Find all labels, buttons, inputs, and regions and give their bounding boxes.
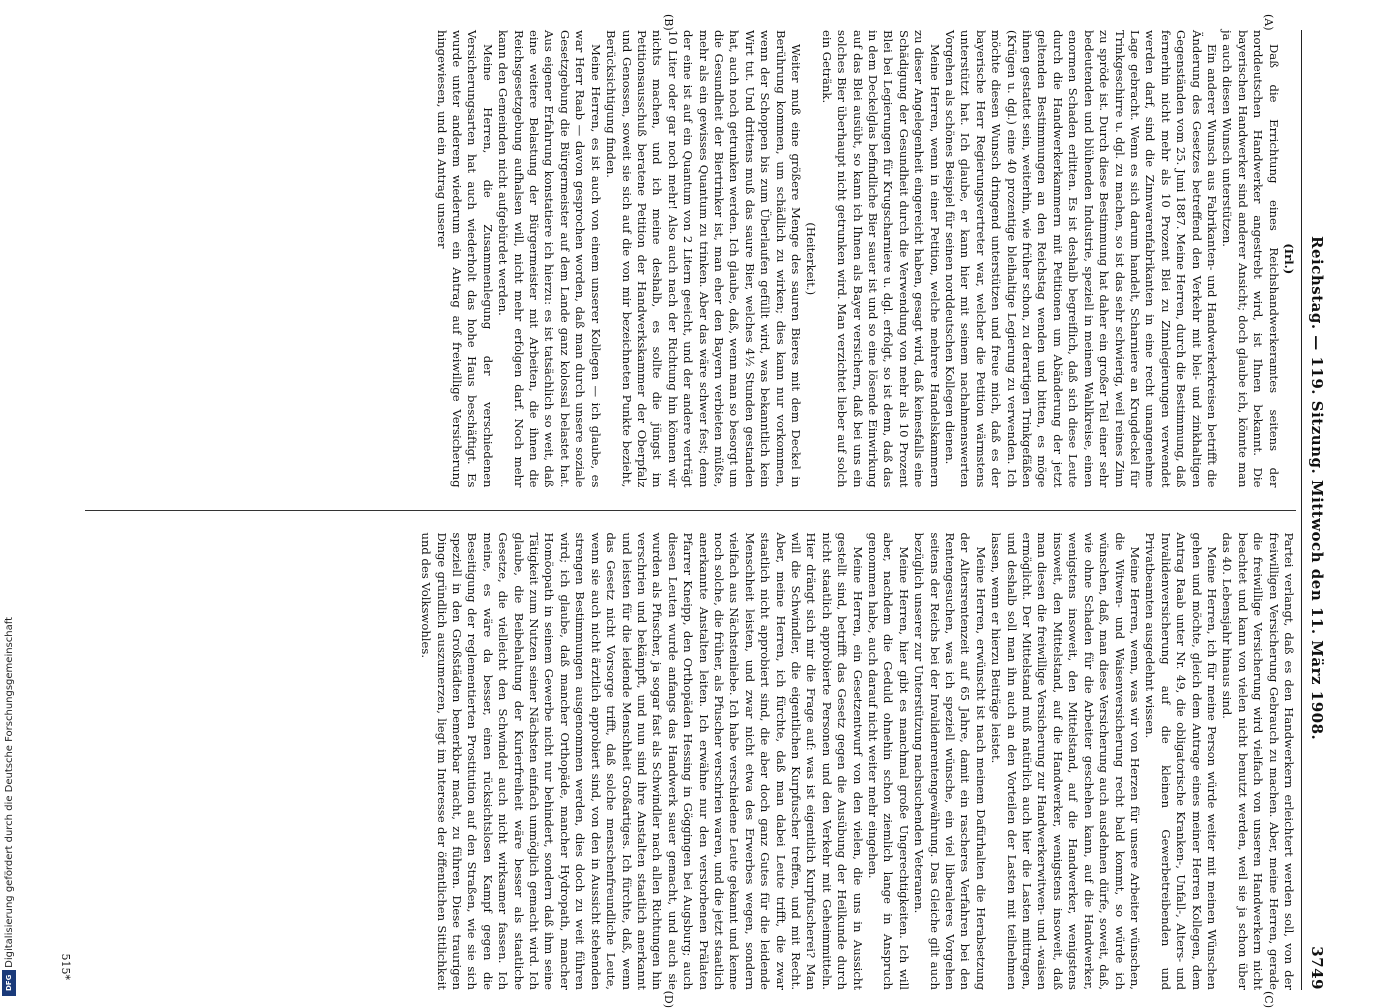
paragraph: Meine Herren, hier gibt es manchmal große Ungerechtigkeiten. Ich will aber, nachdem die Geduld ohnehin schon ziemlich lange in Anspruch genommen habe, auch darauf nicht weiter mehr eingehen.	[866, 532, 911, 990]
page-header	[1304, 30, 1330, 990]
speaker-label: (Irl.)	[1282, 243, 1296, 275]
credit-text: Digitalisierung gefördert durch die Deutsche Forschungsgemeinschaft	[3, 617, 15, 968]
paragraph: Ein anderer Wunsch aus Fabrikanten- und Handwerkerkreisen betrifft die Änderung des Gesetzes betreffend den Verkehr mit blei- und zinkhaltigen Gegenständen vom 25. Juni 1887. Meine Herren, durch die Bestimmung, daß fernerhin nicht mehr als 10 Prozent Blei zu Zinnlegierungen verwendet werden darf, sind die Zinnwarenfabrikanten in eine recht unangenehme Lage gebracht. Wenn es sich darum handelt, Scharniere an Krugdeckel für Trinkgeschirre u. dgl. zu machen, so ist das sehr schwierig, weil reines Zinn zu spröde ist. Durch diese Bestimmung hat daher ein großer Teil einer sehr bedeutenden und blühenden Industrie, speziell in meinem Wahlkreise, einen enormen Schaden erlitten. Es ist deshalb begreiflich, daß sich diese Leute durch die Handwerkerkammern mit Petitionen um Abänderung der jetzt geltenden Bestimmungen an den Reichstag wenden und bitten, es möge ihnen gestattet sein, weiterhin, wie früher schon, zu derartigen Trinkgefäßen (Krügen u. dgl.) eine 40 prozentige bleihaltige Legierung zu verwenden. Ich möchte diesen Wunsch dringend unterstützen und freue mich, daß es der bayerische Herr Regierungsvertreter war, welcher die Petition wärmstens unterstützt hat. Ich glaube, er kann hier mit seinem nachahmenswerten Vorgehen als schönes Beispiel für seinen norddeutschen Kollegen dienen.	[943, 30, 1219, 488]
margin-marker-c: (C)	[1262, 991, 1275, 1008]
digitization-credit	[0, 0, 18, 1000]
margin-marker-a: (A)	[1262, 14, 1275, 31]
page-number: 3749	[1308, 946, 1326, 990]
left-column	[85, 14, 1296, 488]
paragraph: Meine Herren, wenn, was wir von Herzen für unsere Arbeiter wünschen, die Witwen- und Waisenversicherung recht bald kommt, so würde ich wünschen, daß, man diese Versicherung auch ausdehnen dürfe, soweit, daß, wie ohne Schaden für die Arbeiter geschehen kann, auf die Handwerker, wenigstens insoweit, den Mittelstand, auf die Handwerker, wenigstens insoweit, den Mittelstand, auf die Handwerker, wenigstens insoweit, daß man diesen die freiwillige Versicherung zur Handwerkerwitwen- und -waisen ermöglicht. Der Mittelstand muß natürlich auch hier die Lasten mittragen, und deshalb soll man ihn auch an den Vorteilen der Lasten mit teilnehmen lassen, wenn er hierzu Beiträge leistet.	[989, 532, 1142, 990]
header-rule	[1301, 30, 1302, 990]
paragraph: Partei verlangt, daß es den Handwerkern erleichtert werden soll, von der freiwilligen Versicherung Gebrauch zu machen. Aber, meine Herren, gerade die freiwillige Versicherung wird vielfach von unseren Handwerkern nicht beachtet und kann von vielen nicht benutzt werden, weil sie ja schon über das 40. Lebensjahr hinaus sind.	[1220, 532, 1296, 990]
paragraph: Meine Herren, wenn in einer Petition, welche mehrere Handelskammern zu dieser Angelegenheit eingereicht haben, gesagt wird, daß keinesfalls eine Schädigung der Gesundheit durch die Verwendung von mehr als 10 Prozent Blei bei Legierungen für Krugscharniere u. dgl. erfolgt, so ist denn, daß das in dem Deckelglas befindliche Bier sauer ist und so eine lösende Einwirkung auf das Blei ausübt, so kann ich Ihnen als Bayer versichern, daß bei uns ein solches Bier überhaupt nicht getrunken wird. Man verzichtet lieber auf solch ein Getränk.	[819, 30, 942, 488]
text-columns	[85, 14, 1296, 1008]
page-title: Reichstag. — 119. Sitzung. Mittwoch den 11. März 1908.	[1308, 236, 1326, 741]
rotated-page-content	[55, 14, 1330, 1008]
paragraph: Meine Herren, es ist auch von einem unserer Kollegen — ich glaube, es war Herr Raab — davon gesprochen worden, daß man durch unsere soziale Gesetzgebung die Bürgermeister auf dem Lande ganz kolossal belastet hat. Aus eigener Erfahrung konstatiere ich hierzu: es ist tatsächlich so weit, daß eine weitere Belastung der Bürgermeister mit Arbeiten, die ihnen die Reichsgesetzgebung aufhalsen will, nicht mehr erfolgen darf. Noch mehr kann den Gemeinden nicht aufgebürdet werden.	[496, 30, 603, 488]
margin-marker-d: (D)	[662, 990, 675, 1008]
paragraph: Meine Herren, ein Gesetzentwurf von den vielen, die uns in Aussicht gestellt sind, betrifft das Gesetz gegen die Ausübung der Heilkunde durch nicht staatlich approbierte Personen und den Verkehr mit Geheimmitteln. Hier drängt sich mir die Frage auf: was ist eigentlich Kurpfuscherei? Man will die Schwindler, die eigentlichen Kurpfuscher treffen, und mit Recht. Aber, meine Herren, ich fürchte, daß man dabei Leute trifft, die zwar staatlich nicht approbiert sind, die aber doch ganz Gutes für die leidende Menschheit leisten, und zwar nicht etwa des Erwerbes wegen, sondern vielfach aus Nächstenliebe. Ich habe verschiedene Leute gekannt und kenne noch solche, die früher, als Pfuscher verschrien waren, und die jetzt staatlich anerkannte Anstalten leiten. Ich erwähne nur den verstorbenen Prälaten Pfarrer Kneipp, den Orthopäden Hessing in Göggingen bei Augsburg; auch diesen Leuten wurde anfangs das Handwerk sauer gemacht, und auch sie wurden als Pfuscher, ja sogar fast als Schwindler nach allen Richtungen hin verschrien und bekämpft, und nun sind ihre Anstalten staatlich anerkannt und leisten für die leidende Menschheit Großartiges. Ich fürchte, daß, wenn das Gesetz nicht Vorsorge trifft, daß solche menschenfreundliche Leute, wenn sie auch nicht ärztlich approbiert sind, von den in Aussicht stehenden strengen Bestimmungen ausgenommen werden, dies doch zu weit führen wird; ich glaube, daß mancher Orthopäde, mancher Hydropath, mancher Homöopath in seinem Gewerbe nicht nur behindert, sondern daß ihm seine Tätigkeit zum Nutzen seiner Nächsten einfach unmöglich gemacht wird. Ich glaube, die Beibehaltung der Kurierfreiheit wäre besser als staatliche Gesetze, die vielleicht den Schwindel auch nicht wirksamer fassen. Ich meine, es wäre da besser, einen rücksichtslosen Kampf gegen die Beseitigung der reglementierten Prostitution auf den Straßen, wie sie sich speziell in den Großstädten bemerkbar macht, zu führen. Diese traurigen Dinge gründlich auszumerzen, liegt im Interesse der öffentlichen Sittlichkeit und des Volkswohles.	[419, 532, 865, 990]
page-signature: 515*	[59, 953, 72, 980]
stage-direction: (Heiterkeit.)	[804, 222, 819, 296]
column-divider	[85, 510, 1296, 511]
right-column	[85, 532, 1296, 1008]
document-page	[40, 14, 1330, 1008]
paragraph: Daß die Errichtung eines Reichshandwerkeramtes seitens der norddeutschen Handwerker angestrebt wird, ist Ihnen bekannt. Die bayerischen Handwerker sind anderer Ansicht; doch glaube ich, könnte man ja auch diesen Wunsch unterstützen.	[1220, 30, 1281, 488]
paragraph: Meine Herren, ich für meine Person würde weiter mit meinen Wünschen gehen und möchte, gleich dem Antrage eines meiner Herren Kollegen, dem Antrag Raab unter Nr. 49, die obligatorische Kranken-, Unfall-, Alters- und Invalidenversicherung auf die kleinen Gewerbetreibenden und Privatbeamten ausgedehnt wissen.	[1143, 532, 1219, 990]
paragraph: Meine Herren, die Zusammenlegung der verschiedenen Versicherungsarten hat auch wiederholt das hohe Haus beschäftigt. Es wurde unter anderem wiederum ein Antrag auf freiwillige Versicherung hingewiesen, und ein Antrag unserer	[434, 30, 495, 488]
margin-marker-b: (B)	[662, 14, 675, 31]
dfg-logo-icon: DFG	[2, 970, 16, 996]
paragraph: Weiter muß eine größere Menge des sauren Bieres mit dem Deckel in Berührung kommen, um schädlich zu wirken; dies kann nur vorkommen, wenn der Schoppen bis zum Überlaufen gefüllt wird, was bekanntlich kein Wirt tut. Und drittens muß das saure Bier, welches 4½ Stunden gestanden hat, auch noch getrunken werden. Ich glaube, daß, wenn man so besorgt um die Gesundheit der Biertrinker ist, man eher den Bayern verbieten müßte, mehr als ein gewisses Quantum zu trinken. Aber das wäre schwer fest; denn der eine ist auf ein Quantum von 2 Litern geeicht, und der andere verträgt 10 Liter oder gar noch mehr! Also auch nach der Richtung hin können wir nichts machen, und ich meine deshalb, es sollte die jüngst im Petitionsausschuß beratene Petition der Handwerkskammer der Oberpfalz und Genossen, soweit sie sich auf die von mir bezeichneten Punkte bezieht, Berücksichtigung finden.	[604, 30, 803, 488]
paragraph: Meine Herren, erwünscht ist nach meinem Dafürhalten die Herabsetzung der Altersrentenzeit auf 65 Jahre, damit ein rascheres Verfahren bei den Rentengesuchen, was ich speziell wünsche, ein viel liberaleres Vorgehen seitens der Reichs bei der Invalidenrentengewährung. Das Gleiche gilt auch bezüglich unserer zur Unterstützung nachsuchenden Veteranen.	[912, 532, 988, 990]
